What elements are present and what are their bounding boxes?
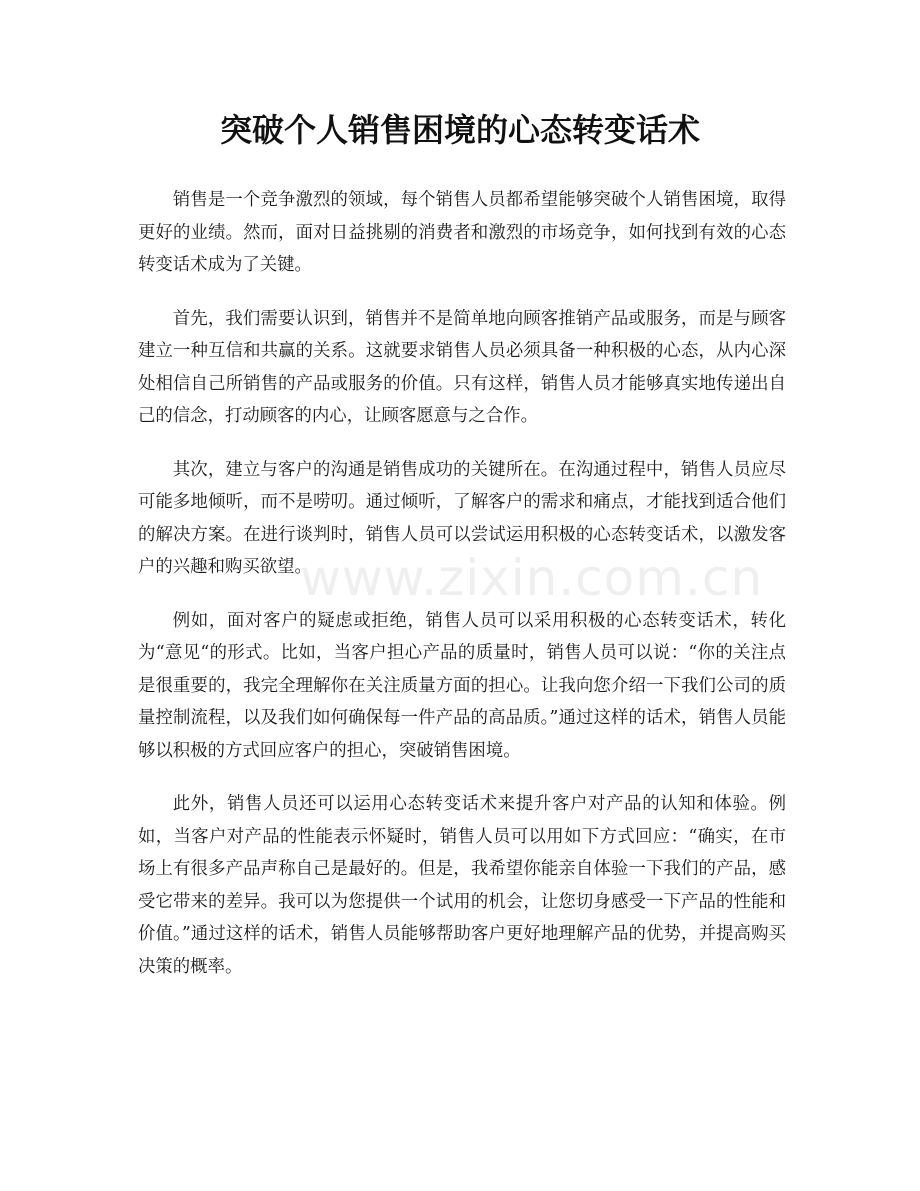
document-body (138, 184, 786, 1004)
document-title: 突破个人销售困境的心态转变话术 (219, 111, 700, 149)
paragraph-2: 首先，我们需要认识到，销售并不是简单地向顾客推销产品或服务，而是与顾客建立一种互信和共赢的关系。这就要求销售人员必须具备一种积极的心态，从内心深处相信自己所销售的产品或服务的价值。只有这样，销售人员才能够真实地传递出自己的信念，打动顾客的内心，让顾客愿意与之合作。 (138, 308, 786, 426)
paragraph-5: 此外，销售人员还可以运用心态转变话术来提升客户对产品的认知和体验。例如，当客户对产品的性能表示怀疑时，销售人员可以用如下方式回应：“确实，在市场上有很多产品声称自己是最好的。但是，我希望你能亲自体验一下我们的产品，感受它带来的差异。我可以为您提供一个试用的机会，让您切身感受一下产品的性能和价值。”通过这样的话术，销售人员能够帮助客户更好地理解产品的优势，并提高购买决策的概率。 (138, 794, 786, 977)
paragraph-3: 其次，建立与客户的沟通是销售成功的关键所在。在沟通过程中，销售人员应尽可能多地倾听，而不是唠叨。通过倾听，了解客户的需求和痛点，才能找到适合他们的解决方案。在进行谈判时，销售人员可以尝试运用积极的心态转变话术，以激发客户的兴趣和购买欲望。 (138, 459, 786, 577)
paragraph-4: 例如，面对客户的疑虑或拒绝，销售人员可以采用积极的心态转变话术，转化为“意见“的形式。比如，当客户担心产品的质量时，销售人员可以说：“你的关注点是很重要的，我完全理解你在关注质量方面的担心。让我向您介绍一下我们公司的质量控制流程，以及我们如何确保每一件产品的高品质。”通过这样的话术，销售人员能够以积极的方式回应客户的担心，突破销售困境。 (138, 610, 786, 761)
watermark: www.zixin.com.cn (300, 549, 764, 607)
paragraph-1: 销售是一个竞争激烈的领域，每个销售人员都希望能够突破个人销售困境，取得更好的业绩。然而，面对日益挑剔的消费者和激烈的市场竞争，如何找到有效的心态转变话术成为了关键。 (138, 190, 786, 275)
